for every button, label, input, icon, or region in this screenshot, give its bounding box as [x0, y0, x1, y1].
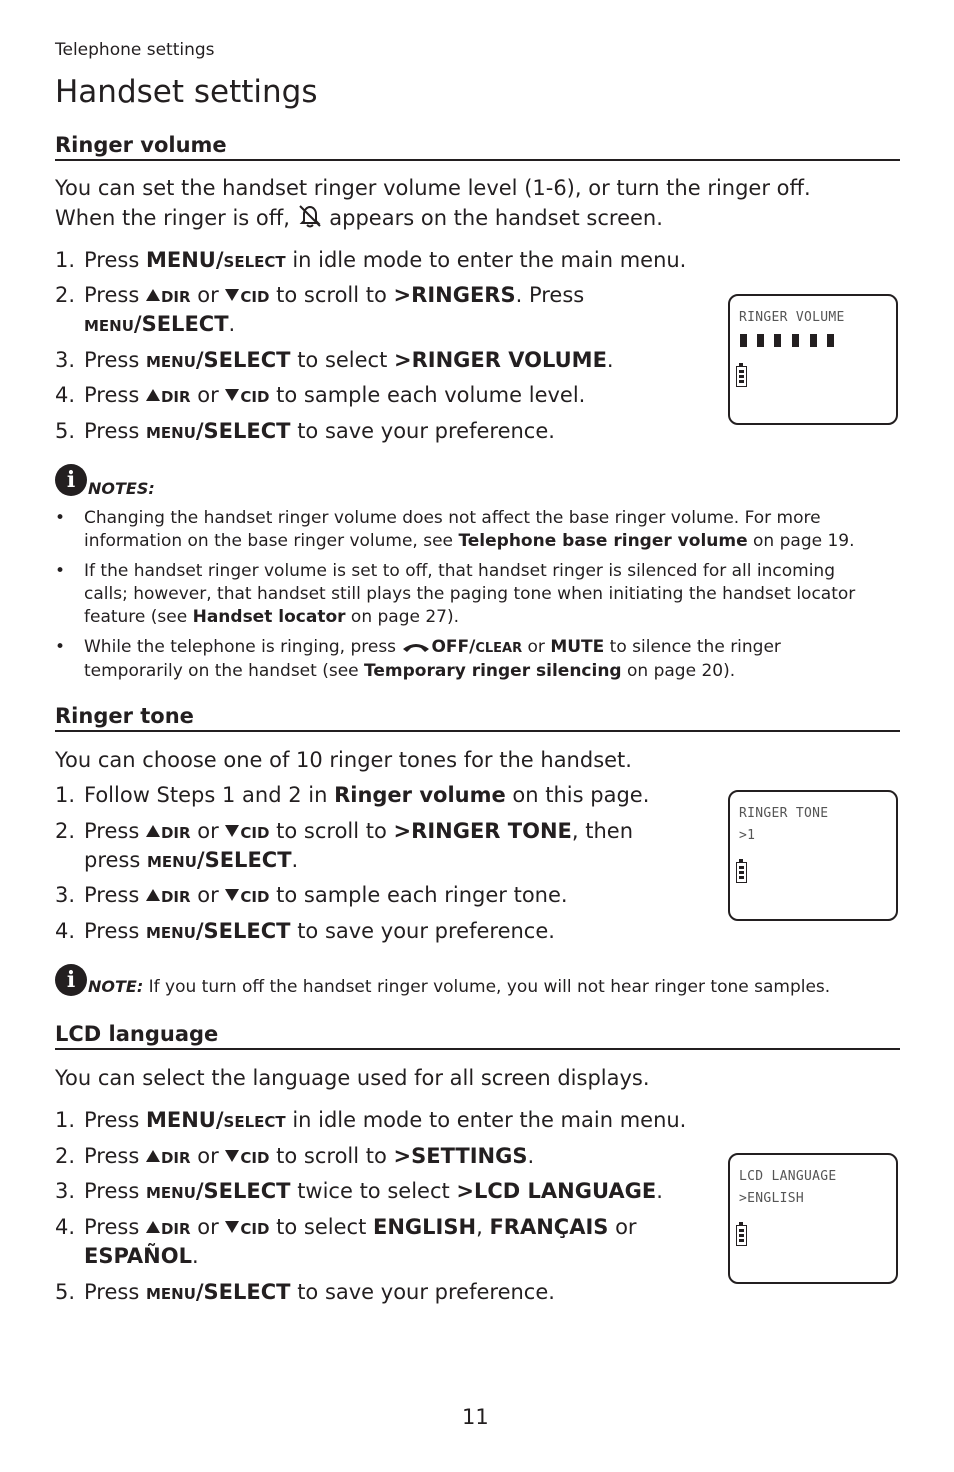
ringer-tone-step-3: 3. Press DIR or CID to sample each ringer tone.	[55, 883, 568, 907]
page-title: Handset settings	[55, 74, 318, 110]
menu-key: MENU/	[145, 248, 224, 272]
lcd-language-intro: You can select the language used for all screen displays.	[55, 1066, 650, 1090]
down-arrow-icon	[225, 289, 239, 301]
notes-label: NOTES:	[88, 479, 155, 498]
battery-icon	[736, 862, 747, 883]
lcd-screen-ringer-volume: RINGER VOLUME	[728, 294, 898, 425]
battery-icon	[736, 1225, 747, 1246]
ringer-off-icon	[297, 203, 323, 237]
volume-bar	[792, 334, 799, 347]
volume-bar	[740, 334, 747, 347]
info-icon: i	[55, 464, 87, 496]
lcd-screen-ringer-tone: RINGER TONE >1	[728, 790, 898, 921]
down-arrow-icon	[225, 889, 239, 901]
down-arrow-icon	[225, 1150, 239, 1162]
up-arrow-icon	[146, 1150, 160, 1162]
lcd-language-step-2: 2. Press DIR or CID to scroll to >SETTINGS.	[55, 1144, 535, 1168]
battery-icon	[736, 366, 747, 387]
ringer-volume-step-1: 1. Press MENU/SELECT in idle mode to enter the main menu.	[55, 248, 687, 272]
page-number: 11	[462, 1405, 489, 1429]
up-arrow-icon	[146, 825, 160, 837]
lcd-language-step-5: 5. Press MENU/SELECT to save your preference.	[55, 1280, 555, 1304]
section-heading-ringer-volume: Ringer volume	[55, 133, 900, 161]
ringer-tone-step-1: 1. Follow Steps 1 and 2 in Ringer volume on this page.	[55, 783, 650, 807]
lcd-screen-lcd-language: LCD LANGUAGE >ENGLISH	[728, 1153, 898, 1284]
ringer-volume-step-2-cont: MENU/SELECT.	[84, 312, 236, 336]
section-heading-lcd-language: LCD language	[55, 1022, 900, 1050]
info-icon: i	[55, 964, 87, 996]
ringer-volume-intro: You can set the handset ringer volume level (1-6), or turn the ringer off. When the ringer is off, appears on the handset screen.	[55, 174, 811, 237]
lcd-language-step-3: 3. Press MENU/SELECT twice to select >LCD LANGUAGE.	[55, 1179, 663, 1203]
phone-off-icon	[401, 637, 431, 660]
ringer-tone-step-2-cont: press MENU/SELECT.	[84, 848, 299, 872]
up-arrow-icon	[146, 889, 160, 901]
lcd-language-step-4-cont: ESPAÑOL.	[84, 1244, 199, 1268]
ringer-tone-step-2: 2. Press DIR or CID to scroll to >RINGER TONE, then	[55, 819, 633, 843]
ringer-tone-intro: You can choose one of 10 ringer tones for the handset.	[55, 748, 632, 772]
up-arrow-icon	[146, 289, 160, 301]
lcd-language-step-4: 4. Press DIR or CID to select ENGLISH, FRANÇAIS or	[55, 1215, 637, 1239]
ringer-volume-step-4: 4. Press DIR or CID to sample each volume level.	[55, 383, 586, 407]
ringer-tone-note: NOTE: If you turn off the handset ringer volume, you will not hear ringer tone samples.	[88, 977, 831, 997]
down-arrow-icon	[225, 1221, 239, 1233]
ringer-volume-step-5: 5. Press MENU/SELECT to save your preference.	[55, 419, 555, 443]
up-arrow-icon	[146, 389, 160, 401]
volume-bar	[810, 334, 817, 347]
intro-line-1: You can set the handset ringer volume level (1-6), or turn the ringer off.	[55, 176, 811, 200]
breadcrumb: Telephone settings	[55, 40, 215, 60]
ringer-volume-step-2: 2. Press DIR or CID to scroll to >RINGERS. Press	[55, 283, 585, 307]
volume-bar	[774, 334, 781, 347]
down-arrow-icon	[225, 825, 239, 837]
volume-bar	[827, 334, 834, 347]
volume-bar	[757, 334, 764, 347]
section-heading-ringer-tone: Ringer tone	[55, 704, 900, 732]
ringer-tone-step-4: 4. Press MENU/SELECT to save your preference.	[55, 919, 555, 943]
down-arrow-icon	[225, 389, 239, 401]
up-arrow-icon	[146, 1221, 160, 1233]
ringer-volume-step-3: 3. Press MENU/SELECT to select >RINGER VOLUME.	[55, 348, 614, 372]
lcd-language-step-1: 1. Press MENU/SELECT in idle mode to enter the main menu.	[55, 1108, 687, 1132]
